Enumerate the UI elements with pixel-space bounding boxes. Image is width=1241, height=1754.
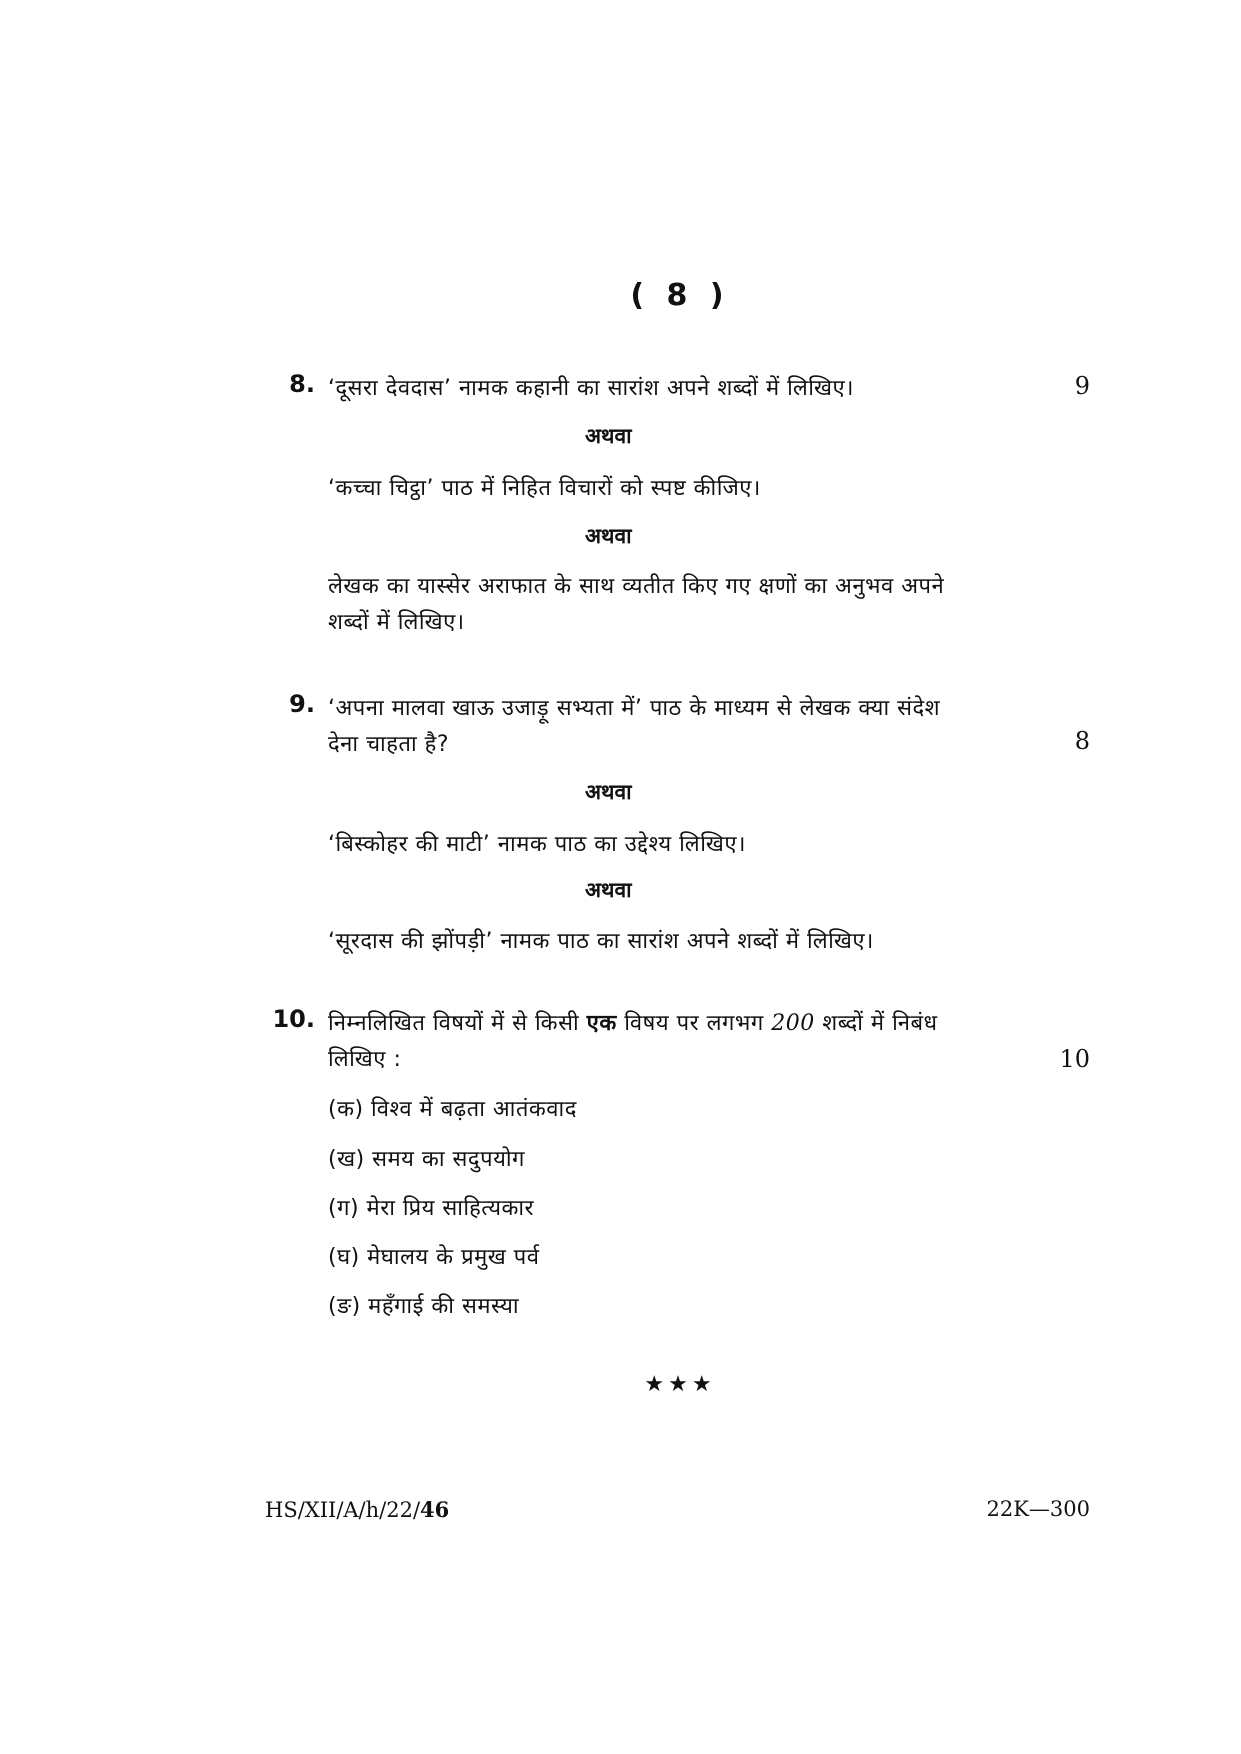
question-10-option-ga: (ग) मेरा प्रिय साहित्यकार bbox=[328, 1196, 535, 1221]
question-8-number: 8. bbox=[289, 370, 315, 398]
question-8-text: ‘दूसरा देवदास’ नामक कहानी का सारांश अपने शब्दों में लिखिए। bbox=[328, 376, 854, 401]
question-10-option-ka: (क) विश्व में बढ़ता आतंकवाद bbox=[328, 1097, 577, 1122]
footer-code bbox=[265, 1497, 449, 1522]
question-8-or-1: अथवा bbox=[585, 424, 632, 448]
question-10-text-line-2: लिखिए : bbox=[328, 1047, 402, 1072]
question-9-alt-1: ‘बिस्कोहर की माटी’ नामक पाठ का उद्देश्य लिखिए। bbox=[328, 832, 746, 857]
question-8-marks: 9 bbox=[1074, 372, 1090, 400]
question-8-alt-2-line-2: शब्दों में लिखिए। bbox=[328, 610, 465, 635]
question-9-text-line-2: देना चाहता है? bbox=[328, 732, 450, 757]
question-10-text-line-1 bbox=[328, 1007, 938, 1037]
question-9-or-1: अथवा bbox=[585, 780, 632, 804]
question-9-marks: 8 bbox=[1074, 727, 1090, 755]
question-10-word-count: 200 bbox=[771, 1011, 815, 1036]
question-10-option-gha: (घ) मेघालय के प्रमुख पर्व bbox=[328, 1245, 540, 1270]
question-10-text-b: विषय पर लगभग bbox=[624, 1011, 764, 1036]
question-8-alt-2-line-1: लेखक का यास्सेर अराफात के साथ व्यतीत किए गए क्षणों का अनुभव अपने bbox=[328, 574, 945, 599]
question-10-option-kha: (ख) समय का सदुपयोग bbox=[328, 1147, 525, 1172]
question-10-option-nga: (ङ) महँगाई की समस्या bbox=[328, 1294, 520, 1319]
question-10-number: 10. bbox=[272, 1005, 315, 1033]
question-9-text-line-1: ‘अपना मालवा खाऊ उजाड़ू सभ्यता में’ पाठ के माध्यम से लेखक क्या संदेश bbox=[328, 696, 941, 721]
question-9-number: 9. bbox=[289, 690, 315, 718]
question-10-text-a: निम्नलिखित विषयों में से किसी bbox=[328, 1011, 580, 1036]
question-8-alt-1: ‘कच्चा चिट्ठा’ पाठ में निहित विचारों को स्पष्ट कीजिए। bbox=[328, 476, 761, 501]
end-mark: ★★★ bbox=[644, 1372, 716, 1397]
question-9-alt-2: ‘सूरदास की झोंपड़ी’ नामक पाठ का सारांश अपने शब्दों में लिखिए। bbox=[328, 929, 874, 954]
footer-print-code: 22K—300 bbox=[986, 1497, 1090, 1521]
question-10-marks: 10 bbox=[1059, 1045, 1090, 1073]
question-10-text-bold: एक bbox=[586, 1011, 617, 1036]
question-10-text-c: शब्दों में निबंध bbox=[822, 1011, 938, 1036]
question-9-or-2: अथवा bbox=[585, 878, 632, 902]
page-number: ( 8 ) bbox=[630, 278, 730, 313]
footer-code-bold: 46 bbox=[420, 1497, 450, 1522]
question-8-or-2: अथवा bbox=[585, 524, 632, 548]
footer-code-prefix: HS/XII/A/h/22/ bbox=[265, 1498, 421, 1522]
